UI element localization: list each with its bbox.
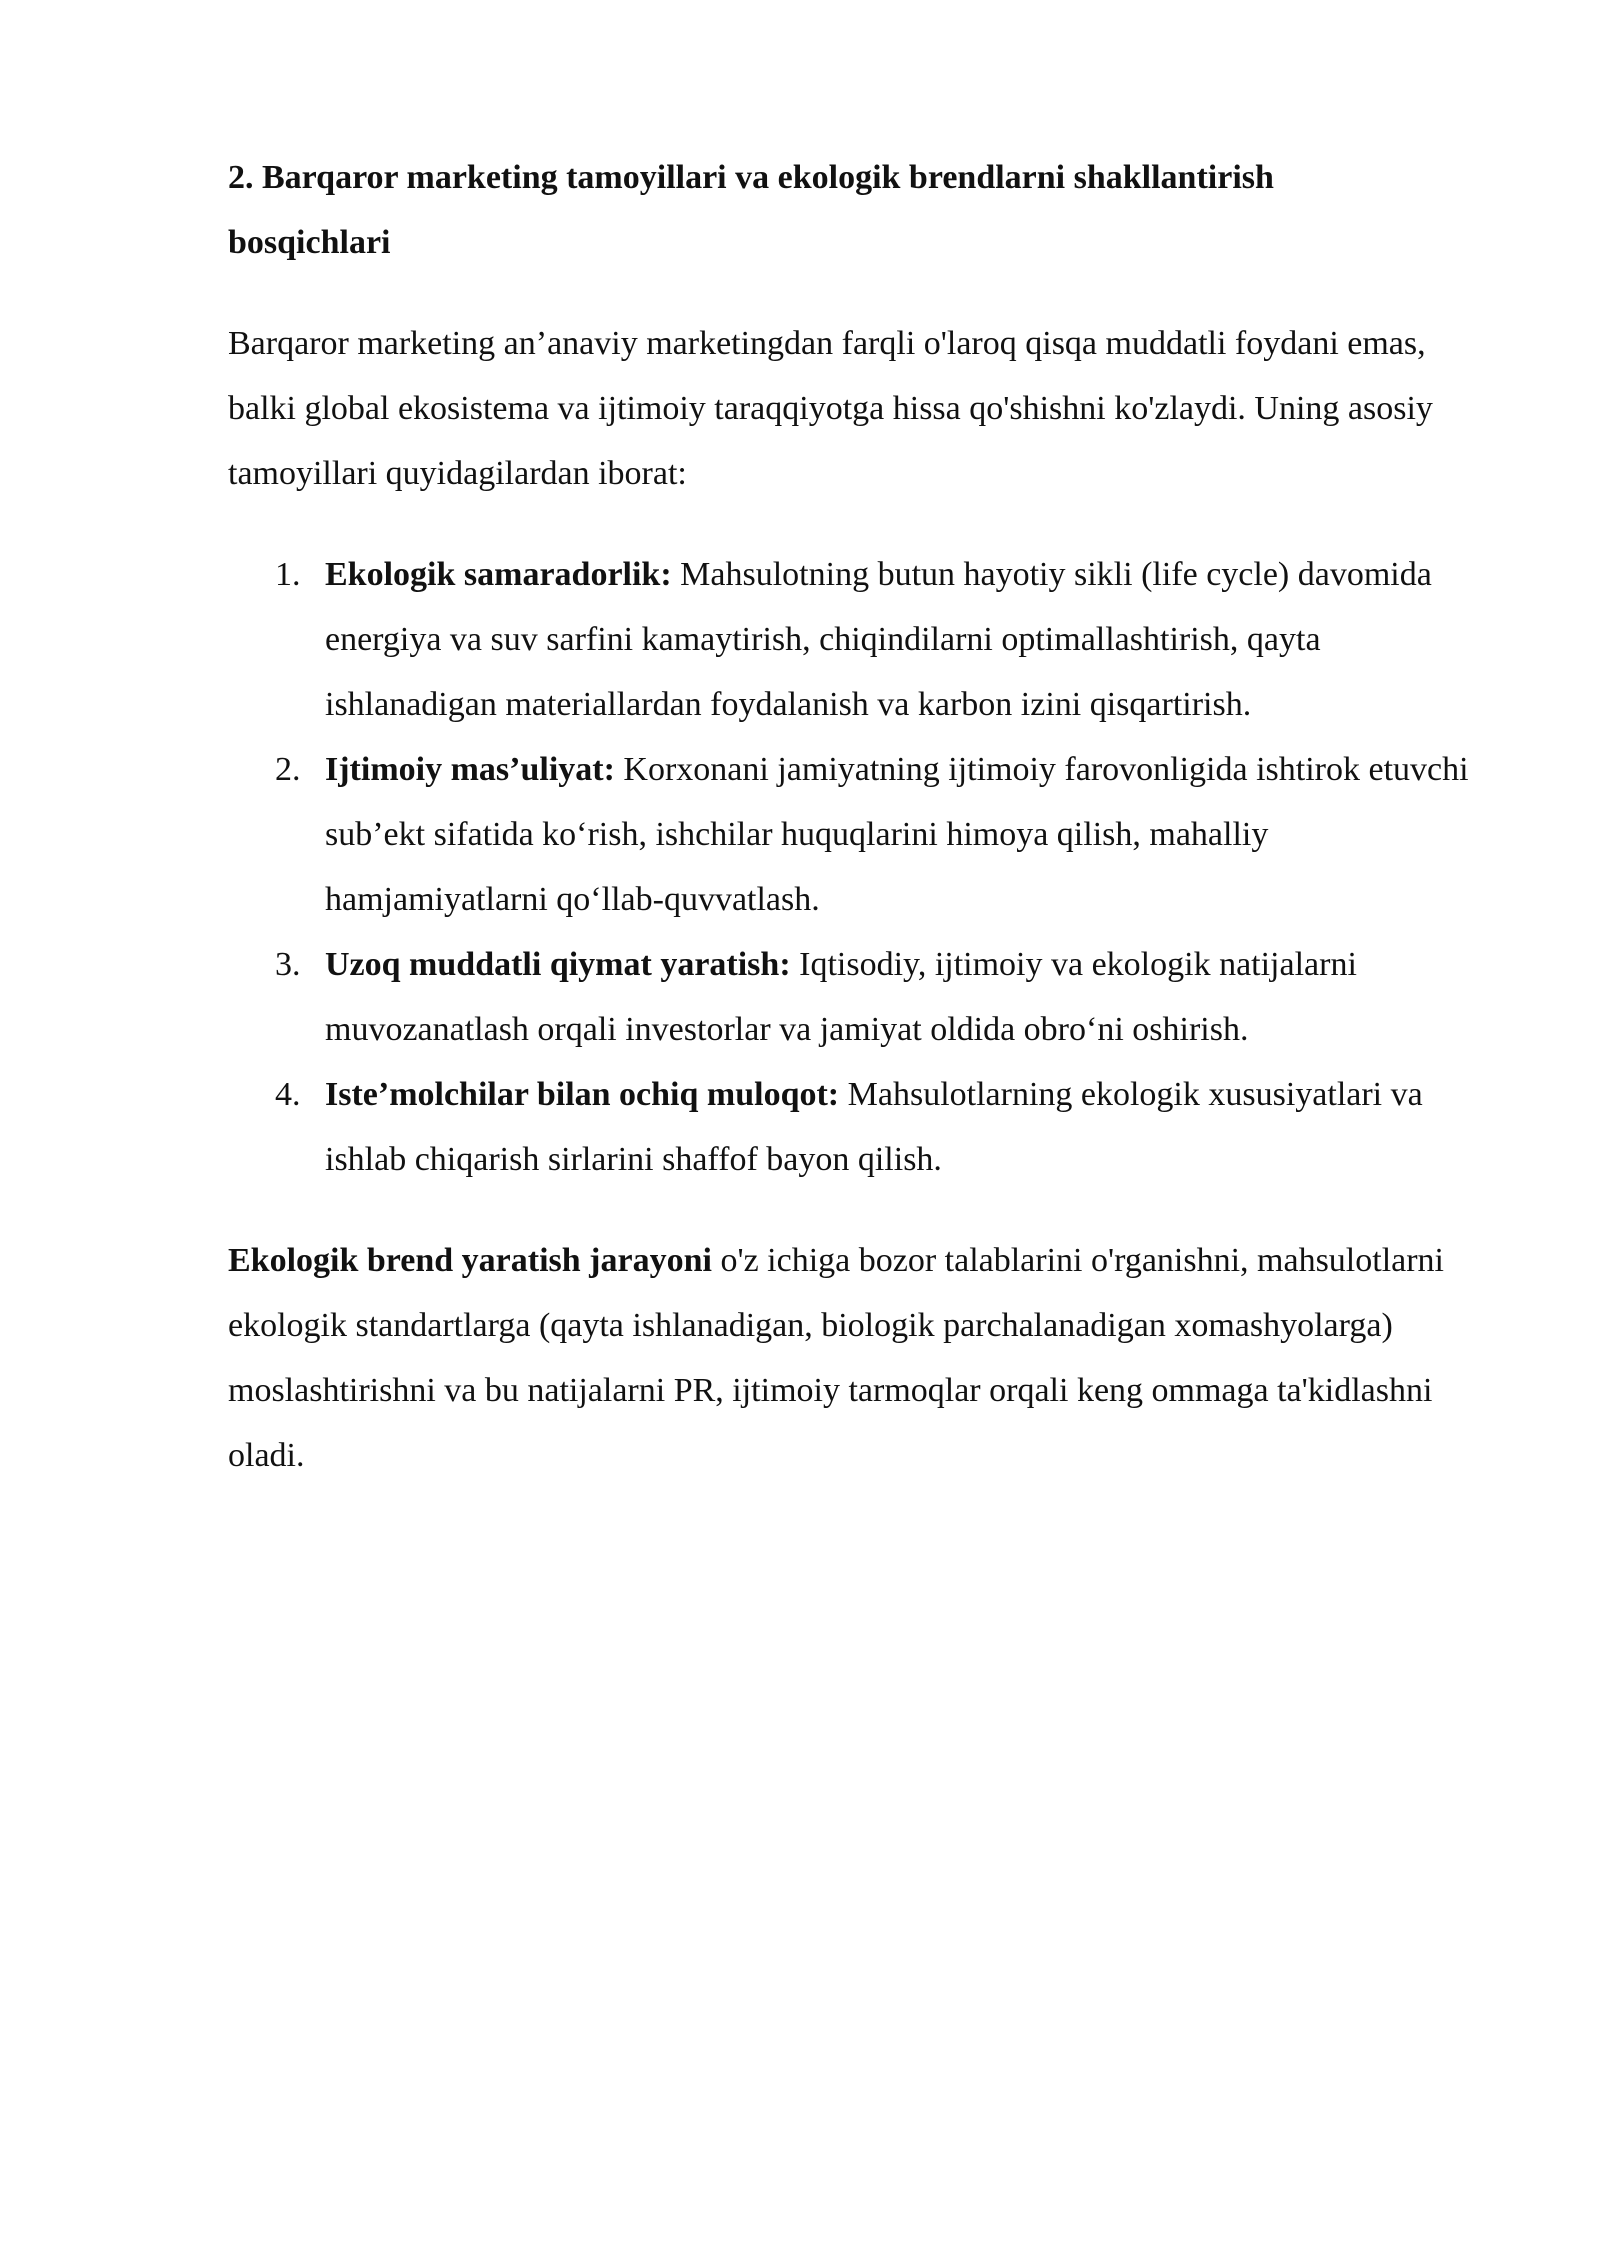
list-item-term: Ijtimoiy mas’uliyat: bbox=[325, 751, 615, 788]
document-body bbox=[228, 145, 1498, 1488]
list-item bbox=[228, 542, 1498, 737]
list-item-number: 1. bbox=[275, 556, 301, 593]
list-item-term: Ekologik samaradorlik: bbox=[325, 556, 672, 593]
section-heading: 2. Barqaror marketing tamoyillari va ekologik brendlarni shakllantirish bosqichlari bbox=[228, 159, 1274, 261]
principles-list bbox=[228, 542, 1498, 1192]
list-item bbox=[228, 1062, 1498, 1192]
list-item bbox=[228, 737, 1498, 932]
list-item-number: 2. bbox=[275, 751, 301, 788]
closing-paragraph bbox=[228, 1228, 1498, 1488]
list-item-text: Mahsulotlarning ekologik xususiyatlari va ishlab chiqarish sirlarini shaffof bayon qilish. bbox=[325, 1076, 1423, 1178]
list-item-number: 4. bbox=[275, 1076, 301, 1113]
list-item-text: Iqtisodiy, ijtimoiy va ekologik natijalarni muvozanatlash orqali investorlar va jamiyat oldida obro‘ni oshirish. bbox=[325, 946, 1357, 1048]
intro-paragraph: Barqaror marketing an’anaviy marketingdan farqli o'laroq qisqa muddatli foydani emas, balki global ekosistema va ijtimoiy taraqqiyotga hissa qo'shishni ko'zlaydi. Uning asosiy tamoyillari quyidagilardan iborat: bbox=[228, 325, 1433, 492]
closing-text: o'z ichiga bozor talablarini o'rganishni, mahsulotlarni ekologik standartlarga (qayta ishlanadigan, biologik parchalanadigan xomashyolarga) moslashtirishni va bu natijalarni PR, ijtimoiy tarmoqlar orqali keng ommaga ta'kidlashni oladi. bbox=[228, 1242, 1444, 1474]
list-item-text: Korxonani jamiyatning ijtimoiy farovonligida ishtirok etuvchi sub’ekt sifatida ko‘rish, ishchilar huquqlarini himoya qilish, mahalliy hamjamiyatlarni qo‘llab-quvvatlash. bbox=[325, 751, 1469, 918]
list-item-term: Uzoq muddatli qiymat yaratish: bbox=[325, 946, 791, 983]
closing-term: Ekologik brend yaratish jarayoni bbox=[228, 1242, 712, 1279]
list-item-term: Iste’molchilar bilan ochiq muloqot: bbox=[325, 1076, 840, 1113]
list-item-number: 3. bbox=[275, 946, 301, 983]
list-item-text: Mahsulotning butun hayotiy sikli (life cycle) davomida energiya va suv sarfini kamaytirish, chiqindilarni optimallashtirish, qayta ishlanadigan materiallardan foydalanish va karbon izini qisqartirish. bbox=[325, 556, 1432, 723]
list-item bbox=[228, 932, 1498, 1062]
